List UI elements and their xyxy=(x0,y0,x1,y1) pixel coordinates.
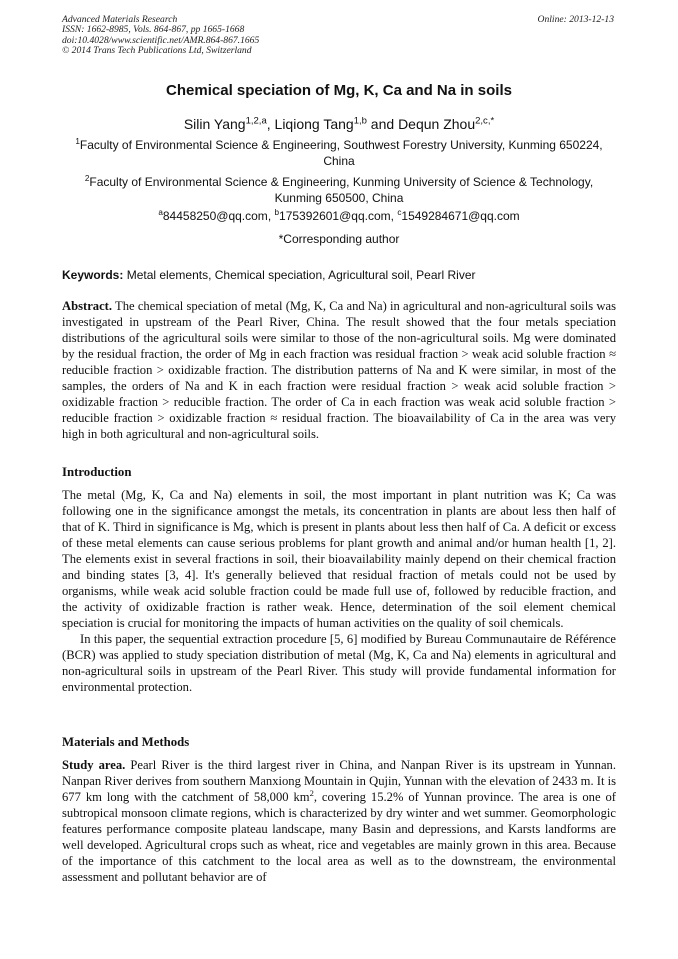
abstract-text: The chemical speciation of metal (Mg, K, Ca and Na) in agricultural and non-agricultural soils was investigated in upstream of the Pearl River, China. The result showed that the four metals speciation distributions of the agricultural soils were similar to those of the non-agricultural soils. Mg were dominated by the residual fraction, the order of Mg in each fraction was residual fraction > weak acid soluble fraction ≈ reducible fraction > oxidizable fraction. The distribution patterns of Na and K were similar, in most of the samples, the orders of Na and K in each fraction were residual fraction > weak acid soluble fraction > oxidizable fraction > reducible fraction. The order of Ca in each fraction was weak acid soluble fraction > reducible fraction > oxidizable fraction ≈ residual fraction. The bioavailability of Ca in the area was very high in both agricultural and non-agricultural soils. xyxy=(62,299,617,441)
introduction-body xyxy=(62,487,616,695)
author-affiliation-marker: 1,2,a xyxy=(245,115,267,127)
study-area-text-2: , covering 15.2% of Yunnan province. The area is one of subtropical monsoon climate regions, which is characterized by dry winter and wet summer. Geomorphologic features performance composite plateau landscape, many Basin and depressions, and Karsts landforms are well developed. Agricultural crops such as wheat, rice and vegetables are mainly grown in this area. Because of the importance of this catchment to the local area as well as to the downstream, the environmental assessment and pollutant behavior are of xyxy=(62,790,616,884)
area-unit-superscript: 2 xyxy=(309,787,314,798)
email-marker: a xyxy=(158,208,163,217)
affiliation-2 xyxy=(62,174,616,206)
journal-issn: ISSN: 1662-8985, Vols. 864-867, pp 1665-1668 xyxy=(62,24,245,36)
email-separator: , xyxy=(390,209,398,223)
author-affiliation-marker: 1,b xyxy=(353,115,367,127)
abstract xyxy=(62,298,616,442)
study-area-label: Study area. xyxy=(62,758,126,772)
email-separator: , xyxy=(267,209,275,223)
author-name: Silin Yang xyxy=(183,116,246,132)
corresponding-author: *Corresponding author xyxy=(278,232,400,246)
affiliation-1 xyxy=(62,137,616,169)
journal-header xyxy=(62,15,259,57)
email-list xyxy=(0,209,678,223)
keywords-text: Metal elements, Chemical speciation, Agricultural soil, Pearl River xyxy=(126,268,476,282)
email-address[interactable]: 84458250@qq.com xyxy=(162,209,268,223)
introduction-paragraph-2: In this paper, the sequential extraction procedure [5, 6] modified by Bureau Communautaire de Référence (BCR) was applied to study speciation distribution of metal (Mg, K, Ca and Na) elements in agricultural and non-agricultural soils in upstream of the Pearl River. This study will provide fundamental information for environmental protection. xyxy=(62,632,616,694)
author-name: Dequn Zhou xyxy=(398,116,476,132)
study-area-text-1: Pearl River is the third largest river in China, and Nanpan River is its upstream in Yunnan. Nanpan River derives from southern Manxiong Mountain in Qujin, Yunnan with the elevation of 2433 m. It is 677 km long with the catchment of 58,000 km xyxy=(62,758,616,804)
author-separator: , xyxy=(266,116,275,132)
keywords xyxy=(62,268,616,282)
affiliation-text: Faculty of Environmental Science & Engineering, Southwest Forestry University, Kunming 650224, China xyxy=(79,138,603,168)
journal-doi: doi:10.4028/www.scientific.net/AMR.864-867.1665 xyxy=(62,34,260,46)
author-affiliation-marker: 2,c,* xyxy=(475,115,495,127)
author-name: Liqiong Tang xyxy=(274,116,354,132)
online-date: Online: 2013-12-13 xyxy=(537,14,614,25)
study-area-paragraph xyxy=(62,757,616,885)
email-address[interactable]: 1549284671@qq.com xyxy=(401,209,520,223)
introduction-paragraph-1: The metal (Mg, K, Ca and Na) elements in soil, the most important in plant nutrition was K; Ca was following one in the significance amongst the metals, its concentration in plants are about less then half of that of K. Third in significance is Mg, which is present in plants about less then half of Ca. A deficit or excess of these metal elements can cause serious problems for plant growth and animal and/or human health [1, 2]. The elements exist in several fractions in soil, their bioavailability mainly depend on their chemical fraction and binding states [3, 4]. It's generally believed that residual fraction of metals could not be used by organisms, while weak acid soluble fraction could be made full use of, followed by reducible fraction, and the activity of oxidizable fraction is rather weak. Hence, determination of the soil element chemical speciation is crucial for monitoring the impacts of human activities on the quality of soil chemicals. xyxy=(62,488,616,630)
affiliation-marker: 2 xyxy=(84,174,90,183)
affiliation-marker: 1 xyxy=(75,137,80,146)
affiliation-text: Faculty of Environmental Science & Engineering, Kunming University of Science & Technology, Kunming 650500, China xyxy=(89,175,594,205)
introduction-heading: Introduction xyxy=(62,465,132,479)
author-separator: and xyxy=(366,116,399,132)
author-list xyxy=(0,116,678,132)
abstract-label: Abstract. xyxy=(62,299,113,313)
journal-name: Advanced Materials Research xyxy=(62,14,178,25)
methods-heading: Materials and Methods xyxy=(62,735,190,749)
email-address[interactable]: 175392601@qq.com xyxy=(279,209,391,223)
email-marker: c xyxy=(397,208,402,217)
paper-title: Chemical speciation of Mg, K, Ca and Na in soils xyxy=(166,82,512,99)
keywords-label: Keywords: xyxy=(62,268,124,282)
email-marker: b xyxy=(274,208,280,217)
journal-copyright: © 2014 Trans Tech Publications Ltd, Switzerland xyxy=(62,45,252,57)
